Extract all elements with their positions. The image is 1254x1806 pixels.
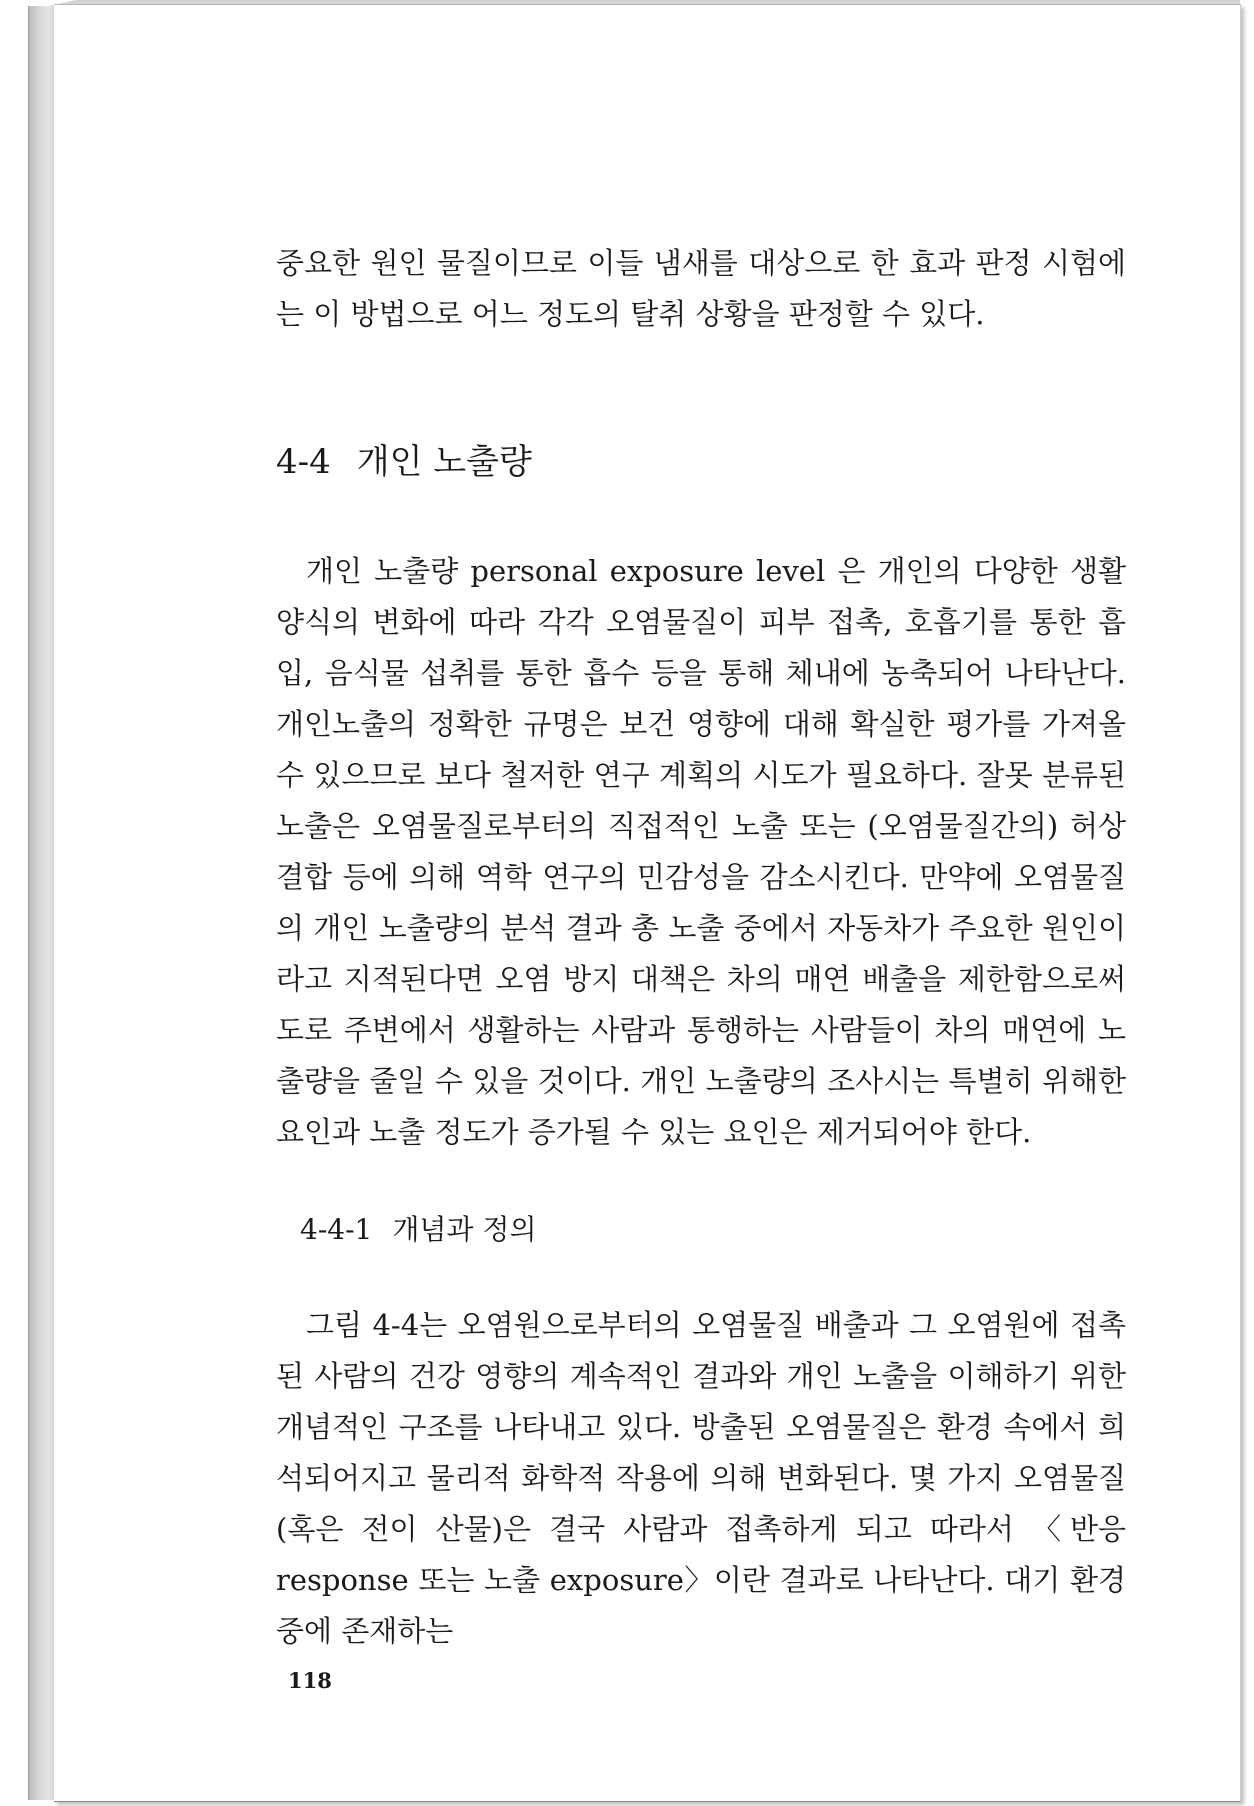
page-number: 118 — [288, 1668, 332, 1693]
section-paragraph: 개인 노출량 personal exposure level 은 개인의 다양한 생활 양식의 변화에 따라 각각 오염물질이 피부 접촉, 호흡기를 통한 흡입, 음식물 섭취를 통한 흡수 등을 통해 체내에 농축되어 나타난다. 개인노출의 정확한 규명은 보건 영향에 대해 확실한 평가를 가져올 수 있으므로 보다 철저한 연구 계획의 시도가 필요하다. 잘못 분류된 노출은 오염물질로부터의 직접적인 노출 또는 (오염물질간의) 허상 결합 등에 의해 역학 연구의 민감성을 감소시킨다. 만약에 오염물질의 개인 노출량의 분석 결과 총 노출 중에서 자동차가 주요한 원인이라고 지적된다면 오염 방지 대책은 차의 매연 배출을 제한함으로써 도로 주변에서 생활하는 사람과 통행하는 사람들이 차의 매연에 노출량을 줄일 수 있을 것이다. 개인 노출량의 조사시는 특별히 위해한 요인과 노출 정도가 증가될 수 있는 요인은 제거되어야 한다. — [276, 554, 1126, 1149]
subsection-number: 4-4-1 — [300, 1213, 373, 1246]
subsection-heading — [300, 1210, 1126, 1250]
page-spine-edge — [28, 6, 57, 1800]
page-content — [276, 238, 1126, 1657]
section-heading — [276, 440, 1126, 484]
section-title: 개인 노출량 — [356, 442, 532, 482]
subsection-paragraph: 그림 4-4는 오염원으로부터의 오염물질 배출과 그 오염원에 접촉된 사람의 건강 영향의 계속적인 결과와 개인 노출을 이해하기 위한 개념적인 구조를 나타내고 있다. 방출된 오염물질은 환경 속에서 희석되어지고 물리적 화학적 작용에 의해 변화된다. 몇 가지 오염물질(혹은 전이 산물)은 결국 사람과 접촉하게 되고 따라서 〈반응 response 또는 노출 exposure〉이란 결과로 나타난다. 대기 환경 중에 존재하는 — [276, 1308, 1126, 1648]
section-number: 4-4 — [276, 442, 331, 482]
subsection-title: 개념과 정의 — [392, 1213, 537, 1246]
intro-paragraph: 중요한 원인 물질이므로 이들 냄새를 대상으로 한 효과 판정 시험에는 이 방법으로 어느 정도의 탈취 상황을 판정할 수 있다. — [276, 246, 1126, 331]
